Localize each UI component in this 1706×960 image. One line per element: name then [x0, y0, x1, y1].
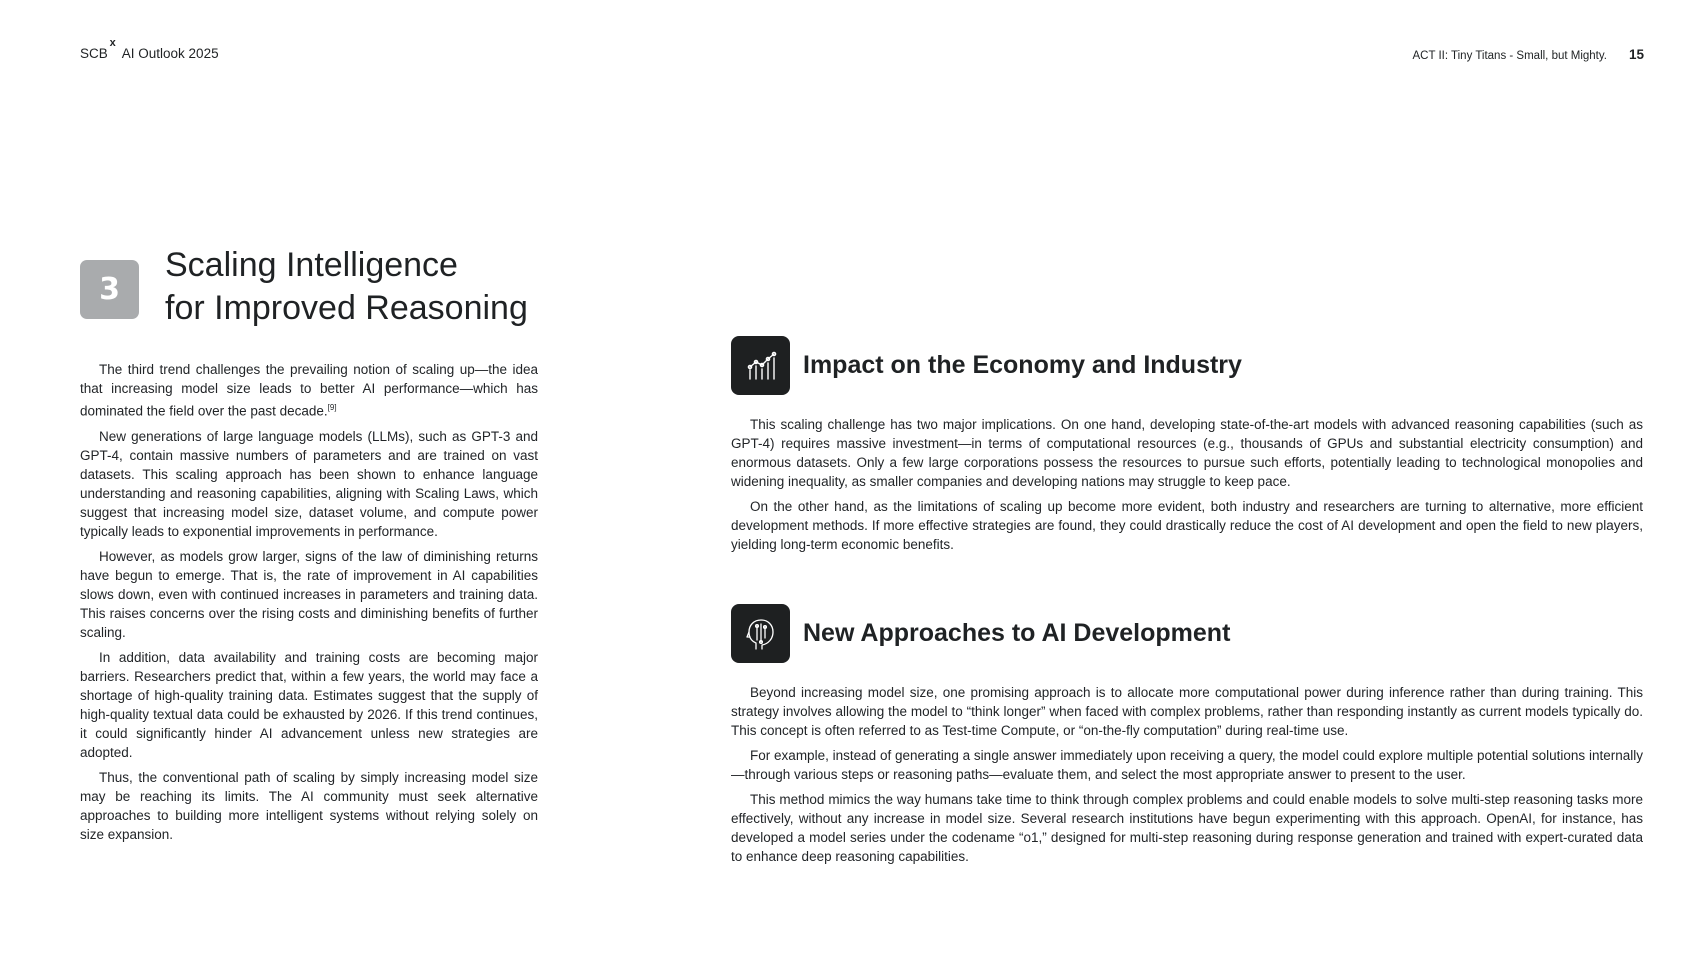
section-number-badge: 3 [80, 260, 139, 319]
page-number: 15 [1628, 47, 1644, 62]
section-heading [80, 244, 538, 330]
brand-logo: SCB x [80, 37, 116, 61]
approaches-section [731, 604, 1643, 872]
section-title [165, 244, 528, 330]
body-paragraph: On the other hand, as the limitations of scaling up become more evident, both industry and researchers are turning to alternative, more efficient development methods. If more effective strategies are found, they could drastically reduce the cost of AI development and open the field to new players, yielding long-term economic benefits. [731, 499, 1643, 552]
body-paragraph: New generations of large language models (LLMs), such as GPT-3 and GPT-4, contain massive numbers of parameters and are trained on vast datasets. This scaling approach has been shown to enhance language understanding and reasoning capabilities, aligning with Scaling Laws, which suggest that increasing model size, dataset volume, and compute power typically leads to exponential improvements in performance. [80, 428, 538, 539]
body-paragraph: In addition, data availability and training costs are becoming major barriers. Researchers predict that, within a few years, the world may face a shortage of high-quality training data. Estimates suggest that the supply of high-quality textual data could be exhausted by 2026. If this trend continues, it could significantly hinder AI advancement unless new strategies are adopted. [80, 649, 538, 760]
section-title-line2: for Improved Reasoning [165, 289, 528, 327]
section-column [80, 244, 538, 850]
page-header-right [1412, 47, 1644, 62]
impact-body [731, 415, 1643, 554]
impact-title: Impact on the Economy and Industry [803, 351, 1242, 379]
section-body [80, 360, 538, 844]
brand-mark-icon: x [109, 37, 116, 49]
approaches-body [731, 683, 1643, 866]
body-paragraph: However, as models grow larger, signs of the law of diminishing returns have begun to emerge. That is, the rate of improvement in AI capabilities slows down, even with continued increases in parameters and training data. This raises concerns over the rising costs and diminishing benefits of further scaling. [80, 548, 538, 640]
chart-growth-icon [731, 336, 790, 395]
body-paragraph: This method mimics the way humans take time to think through complex problems and could enable models to solve multi-step reasoning tasks more effectively, without any increase in model size. Several research institutions have begun experimenting with this approach. OpenAI, for instance, has developed a model series under the codename “o1,” designed for multi-step reasoning during response generation and trained with expert-curated data to enhance deep reasoning capabilities. [731, 792, 1643, 864]
report-title: AI Outlook 2025 [121, 46, 219, 61]
approaches-title: New Approaches to AI Development [803, 619, 1231, 647]
body-paragraph: The third trend challenges the prevailing notion of scaling up—the idea that increasing model size leads to better AI performance—which has dominated the field over the past decade.[9] [80, 362, 538, 419]
impact-heading [731, 336, 1643, 395]
body-paragraph: This scaling challenge has two major implications. On one hand, developing state-of-the-art models with advanced reasoning capabilities (such as GPT-4) requires massive investment—in terms of computational resources (e.g., thousands of GPUs and substantial electricity consumption) and enormous datasets. Only a few large corporations possess the resources to pursue such efforts, potentially leading to technological monopolies and widening inequality, as smaller companies and developing nations may struggle to keep pace. [731, 417, 1643, 489]
body-paragraph: For example, instead of generating a single answer immediately upon receiving a query, the model could explore multiple potential solutions internally—through various steps or reasoning paths—evaluate them, and select the most appropriate answer to present to the user. [731, 748, 1643, 782]
body-paragraph: Thus, the conventional path of scaling by simply increasing model size may be reaching its limits. The AI community must seek alternative approaches to building more intelligent systems without relying solely on size expansion. [80, 769, 538, 842]
footnote-reference[interactable]: [9] [327, 403, 337, 412]
approaches-heading [731, 604, 1643, 663]
page-header-left [80, 37, 219, 61]
impact-section [731, 336, 1643, 560]
brain-head-icon [731, 604, 790, 663]
body-paragraph: Beyond increasing model size, one promising approach is to allocate more computational power during inference rather than during training. This strategy involves allowing the model to “think longer” when faced with complex problems, rather than responding instantly as current models typically do. This concept is often referred to as Test-time Compute, or “on-the-fly computation” during real-time use. [731, 685, 1643, 738]
section-title-line1: Scaling Intelligence [165, 246, 458, 284]
act-title: ACT II: Tiny Titans - Small, but Mighty. [1412, 50, 1607, 62]
